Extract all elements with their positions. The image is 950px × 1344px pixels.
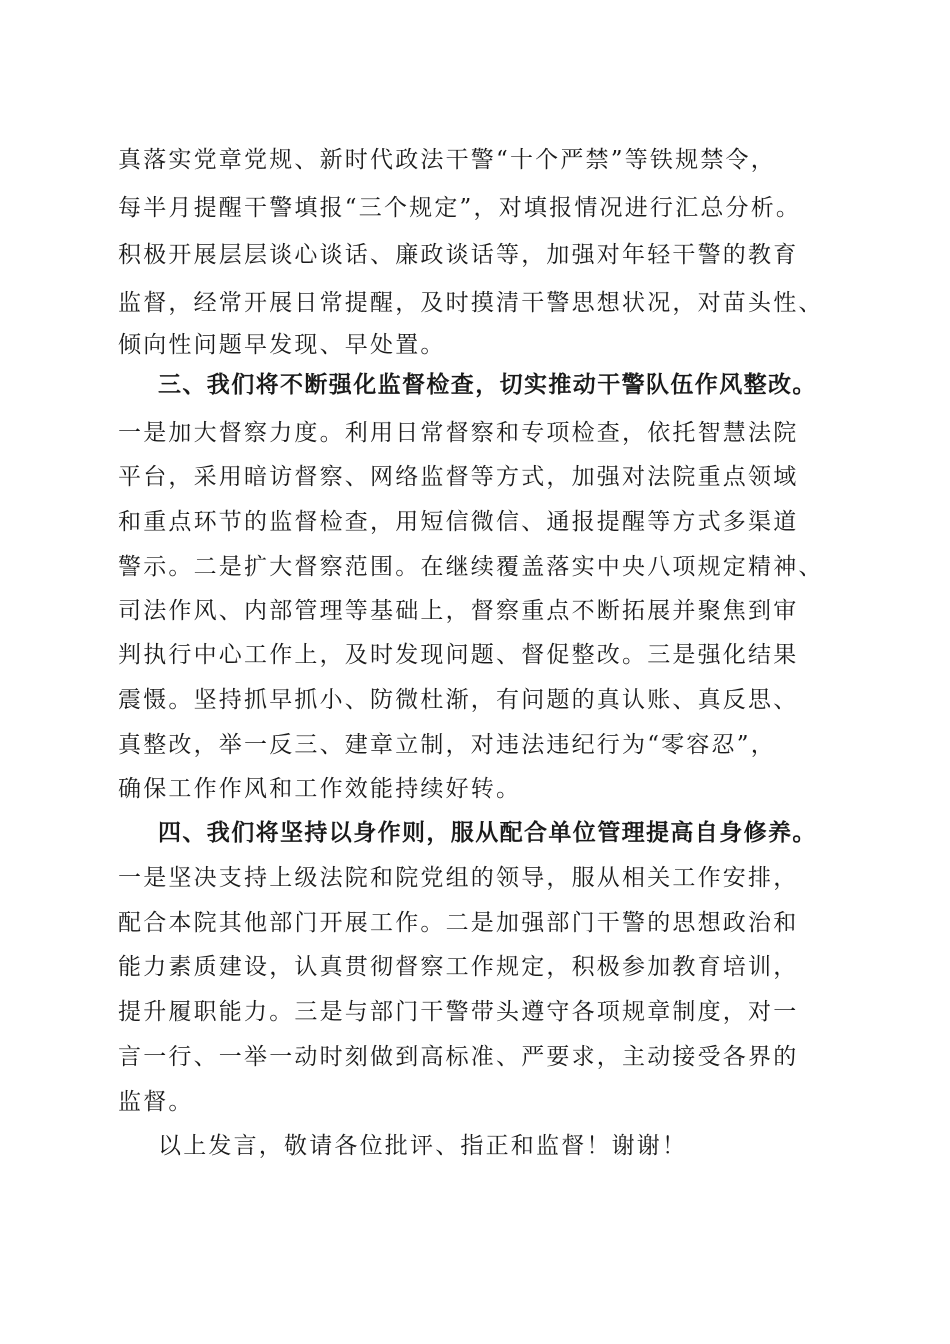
- text-line: 和重点环节的监督检查，用短信微信、通报提醒等方式多渠道: [118, 509, 799, 535]
- text-line: 监督。: [118, 1089, 194, 1115]
- text-line: 司法作风、内部管理等基础上，督察重点不断拓展并聚焦到审: [118, 598, 799, 624]
- text-line: 积极开展层层谈心谈话、廉政谈话等，加强对年轻干警的教育: [118, 242, 799, 268]
- text-line: 一是坚决支持上级法院和院党组的领导，服从相关工作安排，: [118, 865, 799, 891]
- text-line: 提升履职能力。三是与部门干警带头遵守各项规章制度，对一: [118, 999, 799, 1025]
- text-line: 判执行中心工作上，及时发现问题、督促整改。三是强化结果: [118, 642, 799, 668]
- text-line: 一是加大督察力度。利用日常督察和专项检查，依托智慧法院: [118, 420, 799, 446]
- closing-remark: 以上发言，敬请各位批评、指正和监督！谢谢！: [158, 1133, 688, 1159]
- section-heading-4: 四、我们将坚持以身作则，服从配合单位管理提高自身修养。: [158, 819, 817, 846]
- text-line: 监督，经常开展日常提醒，及时摸清干警思想状况，对苗头性、: [118, 290, 824, 316]
- text-line: 确保工作作风和工作效能持续好转。: [118, 776, 522, 802]
- text-line: 能力素质建设，认真贯彻督察工作规定，积极参加教育培训，: [118, 954, 799, 980]
- text-line: 真落实党章党规、新时代政法干警“十个严禁”等铁规禁令，: [118, 147, 776, 173]
- text-line: 震慑。坚持抓早抓小、防微杜渐，有问题的真认账、真反思、: [118, 687, 799, 713]
- text-line: 警示。二是扩大督察范围。在继续覆盖落实中央八项规定精神、: [118, 554, 824, 580]
- text-line: 言一行、一举一动时刻做到高标准、严要求，主动接受各界的: [118, 1044, 799, 1070]
- text-line: 倾向性问题早发现、早处置。: [118, 332, 446, 358]
- text-line: 每半月提醒干警填报“三个规定”，对填报情况进行汇总分析。: [118, 195, 802, 221]
- text-line: 真整改，举一反三、建章立制，对违法违纪行为“零容忍”，: [118, 732, 776, 758]
- text-line: 配合本院其他部门开展工作。二是加强部门干警的思想政治和: [118, 910, 799, 936]
- text-line: 平台，采用暗访督察、网络监督等方式，加强对法院重点领域: [118, 464, 799, 490]
- section-heading-3: 三、我们将不断强化监督检查，切实推动干警队伍作风整改。: [158, 371, 817, 398]
